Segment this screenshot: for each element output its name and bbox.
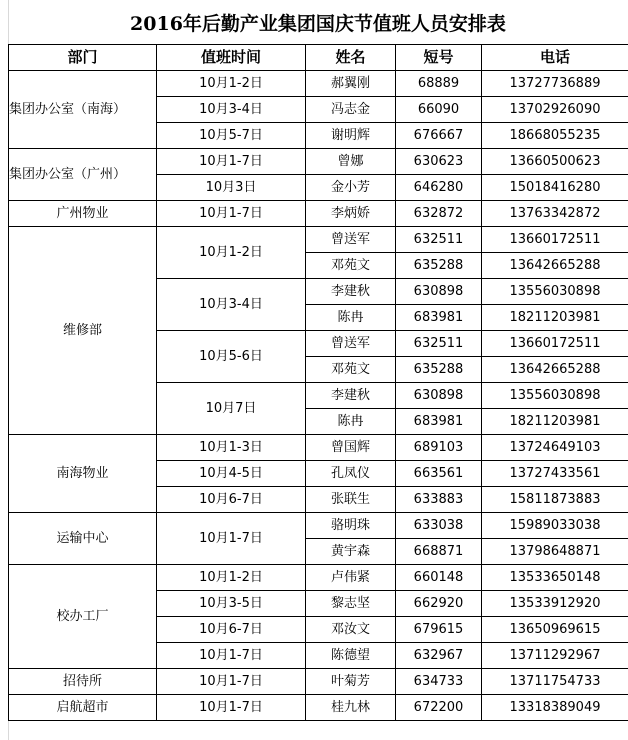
phone-cell[interactable]: 13642665288: [482, 253, 628, 279]
name-cell[interactable]: 冯志金: [306, 97, 396, 123]
duty-time-cell[interactable]: 10月3-4日: [157, 279, 306, 331]
duty-time-cell[interactable]: 10月6-7日: [157, 617, 306, 643]
duty-time-cell[interactable]: 10月1-2日: [157, 71, 306, 97]
duty-time-cell[interactable]: 10月3日: [157, 175, 306, 201]
phone-cell[interactable]: 13711754733: [482, 669, 628, 695]
phone-cell[interactable]: 15018416280: [482, 175, 628, 201]
duty-time-cell[interactable]: 10月5-6日: [157, 331, 306, 383]
short-number-cell[interactable]: 630623: [396, 149, 482, 175]
duty-time-cell[interactable]: 10月4-5日: [157, 461, 306, 487]
phone-cell[interactable]: 15989033038: [482, 513, 628, 539]
short-number-cell[interactable]: 635288: [396, 357, 482, 383]
table-row: [9, 669, 628, 695]
short-number-cell[interactable]: 668871: [396, 539, 482, 565]
duty-time-cell[interactable]: 10月7日: [157, 383, 306, 435]
name-cell[interactable]: 邓苑文: [306, 357, 396, 383]
phone-cell[interactable]: 13727736889: [482, 71, 628, 97]
short-number-cell[interactable]: 634733: [396, 669, 482, 695]
short-number-cell[interactable]: 683981: [396, 409, 482, 435]
name-cell[interactable]: 卢伟紧: [306, 565, 396, 591]
phone-cell[interactable]: 13724649103: [482, 435, 628, 461]
department-cell[interactable]: 校办工厂: [9, 565, 157, 669]
department-cell[interactable]: 南海物业: [9, 435, 157, 513]
short-number-cell[interactable]: 632967: [396, 643, 482, 669]
name-cell[interactable]: 陈冉: [306, 409, 396, 435]
duty-time-cell[interactable]: 10月1-2日: [157, 227, 306, 279]
table-row: [9, 695, 628, 721]
name-cell[interactable]: 黄宇森: [306, 539, 396, 565]
name-cell[interactable]: 曾国辉: [306, 435, 396, 461]
header-row: [9, 45, 628, 71]
duty-time-cell[interactable]: 10月1-7日: [157, 149, 306, 175]
sheet-title: 2016年后勤产业集团国庆节值班人员安排表: [130, 12, 506, 35]
department-cell[interactable]: 招待所: [9, 669, 157, 695]
duty-time-cell[interactable]: 10月1-3日: [157, 435, 306, 461]
duty-time-cell[interactable]: 10月1-7日: [157, 695, 306, 721]
phone-cell[interactable]: 13660172511: [482, 227, 628, 253]
phone-cell[interactable]: 13556030898: [482, 279, 628, 305]
name-cell[interactable]: 陈德望: [306, 643, 396, 669]
short-number-cell[interactable]: 660148: [396, 565, 482, 591]
duty-time-cell[interactable]: 10月1-7日: [157, 643, 306, 669]
table-row: [9, 435, 628, 461]
short-number-cell[interactable]: 632511: [396, 331, 482, 357]
short-number-cell[interactable]: 633883: [396, 487, 482, 513]
phone-cell[interactable]: 13727433561: [482, 461, 628, 487]
short-number-cell[interactable]: 630898: [396, 279, 482, 305]
name-cell[interactable]: 邓汝文: [306, 617, 396, 643]
short-number-cell[interactable]: 632511: [396, 227, 482, 253]
duty-time-cell[interactable]: 10月6-7日: [157, 487, 306, 513]
table-row: [9, 513, 628, 539]
name-cell[interactable]: 桂九林: [306, 695, 396, 721]
department-cell[interactable]: 广州物业: [9, 201, 157, 227]
phone-cell[interactable]: 13702926090: [482, 97, 628, 123]
phone-cell[interactable]: 13711292967: [482, 643, 628, 669]
phone-cell[interactable]: 13318389049: [482, 695, 628, 721]
short-number-cell[interactable]: 635288: [396, 253, 482, 279]
phone-cell[interactable]: 13533650148: [482, 565, 628, 591]
name-cell[interactable]: 陈冉: [306, 305, 396, 331]
short-number-cell[interactable]: 676667: [396, 123, 482, 149]
name-cell[interactable]: 曾送军: [306, 227, 396, 253]
name-cell[interactable]: 李炳娇: [306, 201, 396, 227]
name-cell[interactable]: 谢明辉: [306, 123, 396, 149]
table-row: [9, 201, 628, 227]
name-cell[interactable]: 邓苑文: [306, 253, 396, 279]
name-cell[interactable]: 曾送军: [306, 331, 396, 357]
phone-cell[interactable]: 13650969615: [482, 617, 628, 643]
header-short-number[interactable]: 短号: [396, 45, 482, 71]
name-cell[interactable]: 郝翼刚: [306, 71, 396, 97]
department-cell[interactable]: 集团办公室（南海）: [9, 71, 157, 149]
duty-time-cell[interactable]: 10月1-7日: [157, 669, 306, 695]
header-duty-time[interactable]: 值班时间: [157, 45, 306, 71]
name-cell[interactable]: 叶菊芳: [306, 669, 396, 695]
phone-cell[interactable]: 13533912920: [482, 591, 628, 617]
phone-cell[interactable]: 13763342872: [482, 201, 628, 227]
short-number-cell[interactable]: 68889: [396, 71, 482, 97]
phone-cell[interactable]: 13798648871: [482, 539, 628, 565]
table-row: [9, 565, 628, 591]
short-number-cell[interactable]: 632872: [396, 201, 482, 227]
table-row: [9, 227, 628, 253]
duty-roster-table: [8, 44, 628, 721]
duty-time-cell[interactable]: 10月3-5日: [157, 591, 306, 617]
phone-cell[interactable]: 13660500623: [482, 149, 628, 175]
header-phone[interactable]: 电话: [482, 45, 628, 71]
header-name[interactable]: 姓名: [306, 45, 396, 71]
duty-time-cell[interactable]: 10月1-7日: [157, 201, 306, 227]
name-cell[interactable]: 孔凤仪: [306, 461, 396, 487]
name-cell[interactable]: 张联生: [306, 487, 396, 513]
short-number-cell[interactable]: 683981: [396, 305, 482, 331]
duty-time-cell[interactable]: 10月1-2日: [157, 565, 306, 591]
short-number-cell[interactable]: 689103: [396, 435, 482, 461]
duty-time-cell[interactable]: 10月5-7日: [157, 123, 306, 149]
short-number-cell[interactable]: 66090: [396, 97, 482, 123]
name-cell[interactable]: 骆明珠: [306, 513, 396, 539]
short-number-cell[interactable]: 672200: [396, 695, 482, 721]
duty-time-cell[interactable]: 10月3-4日: [157, 97, 306, 123]
phone-cell[interactable]: 15811873883: [482, 487, 628, 513]
department-cell[interactable]: 维修部: [9, 227, 157, 435]
phone-cell[interactable]: 18211203981: [482, 409, 628, 435]
phone-cell[interactable]: 13556030898: [482, 383, 628, 409]
name-cell[interactable]: 黎志坚: [306, 591, 396, 617]
table-row: [9, 149, 628, 175]
header-department[interactable]: 部门: [9, 45, 157, 71]
name-cell[interactable]: 曾娜: [306, 149, 396, 175]
phone-cell[interactable]: 13660172511: [482, 331, 628, 357]
phone-cell[interactable]: 18668055235: [482, 123, 628, 149]
short-number-cell[interactable]: 679615: [396, 617, 482, 643]
table-row: [9, 71, 628, 97]
phone-cell[interactable]: 18211203981: [482, 305, 628, 331]
name-cell[interactable]: 金小芳: [306, 175, 396, 201]
short-number-cell[interactable]: 630898: [396, 383, 482, 409]
short-number-cell[interactable]: 662920: [396, 591, 482, 617]
department-cell[interactable]: 启航超市: [9, 695, 157, 721]
phone-cell[interactable]: 13642665288: [482, 357, 628, 383]
name-cell[interactable]: 李建秋: [306, 383, 396, 409]
short-number-cell[interactable]: 663561: [396, 461, 482, 487]
short-number-cell[interactable]: 633038: [396, 513, 482, 539]
short-number-cell[interactable]: 646280: [396, 175, 482, 201]
duty-time-cell[interactable]: 10月1-7日: [157, 513, 306, 565]
department-cell[interactable]: 集团办公室（广州）: [9, 149, 157, 201]
department-cell[interactable]: 运输中心: [9, 513, 157, 565]
name-cell[interactable]: 李建秋: [306, 279, 396, 305]
